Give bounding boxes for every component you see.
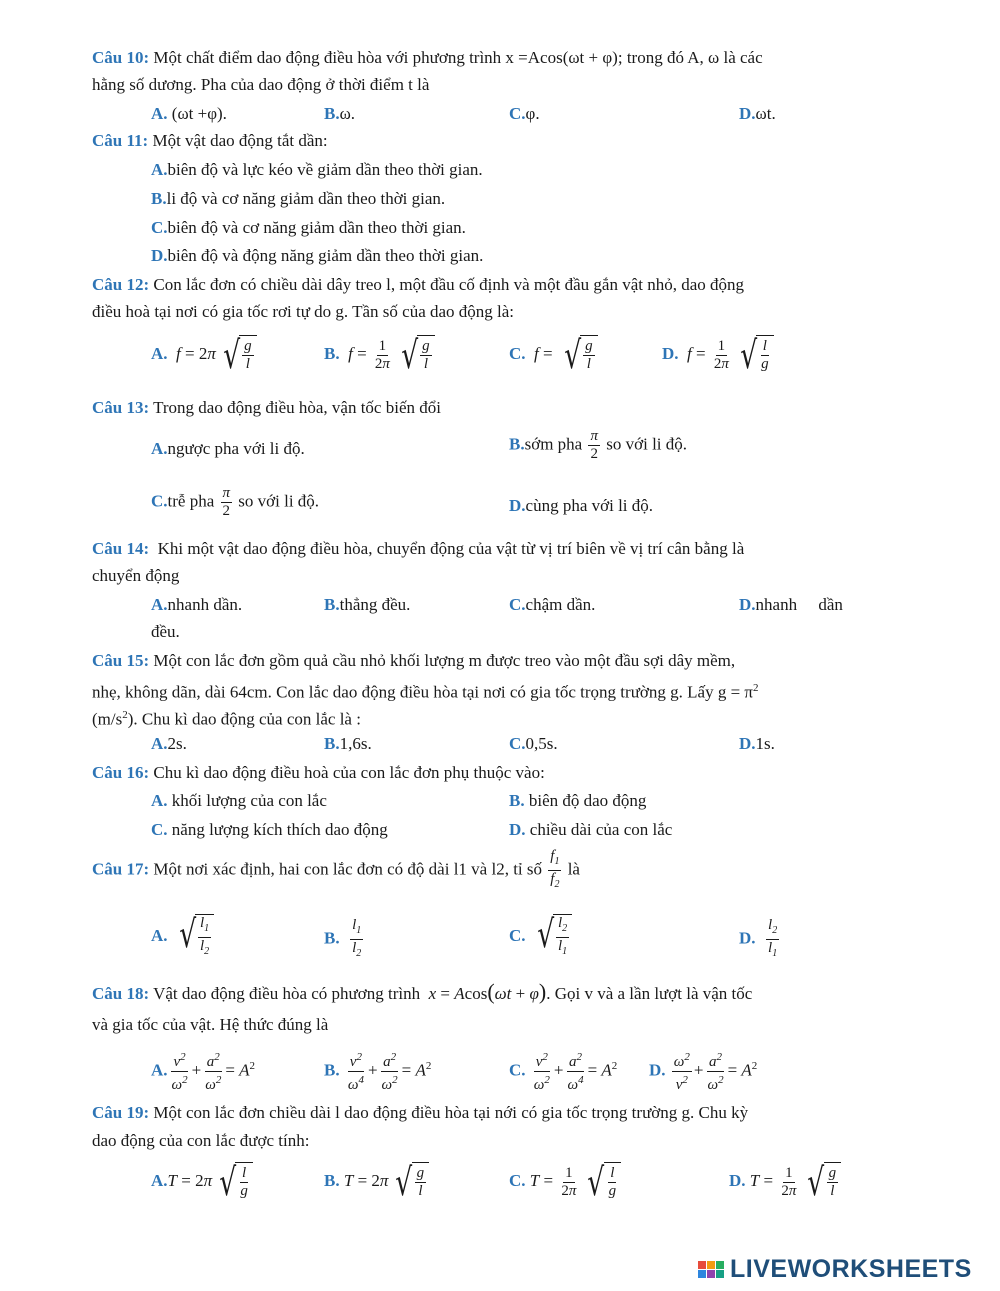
q10-label: Câu 10: [92, 48, 150, 67]
sqrt-formula: √ $\frac{l}{g}$ [733, 335, 774, 375]
q12-option-d[interactable]: D. f = $\frac{1}{2\pi}$ √ $\frac{l}{g}$ [662, 335, 774, 375]
q15-option-c[interactable] [509, 734, 558, 754]
option-text: 1s. [755, 734, 775, 753]
q15-option-d[interactable] [739, 734, 775, 754]
pi-symbol: π [222, 485, 231, 501]
q11-line1 [92, 131, 328, 151]
option-label: A. [151, 734, 168, 753]
q19-label: Câu 19: [92, 1103, 150, 1122]
logo-square [698, 1261, 706, 1269]
option-text: thẳng đều. [339, 595, 411, 614]
option-text: chậm dần. [525, 595, 596, 614]
logo-square [698, 1270, 706, 1278]
q14-text: Khi một vật dao động điều hòa, chuyển động của vật từ vị trí biên về vị trí cân bằng là [149, 539, 745, 558]
option-text: cùng pha với li độ. [525, 496, 654, 515]
option-label: B. [324, 1170, 340, 1190]
q11-label: Câu 11: [92, 131, 149, 150]
option-label: C. [509, 734, 526, 753]
option-text: so với li độ. [238, 491, 320, 511]
option-text: đều. [151, 622, 180, 641]
option-text: biên độ và cơ năng giảm dần theo thời gian. [167, 218, 466, 237]
q11-option-b[interactable] [151, 189, 445, 209]
logo-icon [698, 1261, 724, 1278]
q10-text: Một chất điểm dao động điều hòa với phương trình x =Acos(ωt + φ); trong đó A, ω là các [149, 48, 763, 67]
q18-option-a[interactable]: A. $\frac{v^2}{\omega^2}$ + $\frac{a^2}{\omega^2}$ = $A^2$ [151, 1051, 256, 1093]
q19-line2 [92, 1131, 309, 1151]
option-text: φ. [525, 104, 540, 123]
option-label: A. [151, 925, 168, 945]
option-label: B. [324, 104, 340, 123]
option-label: C. [509, 104, 526, 123]
option-label: A. [151, 104, 168, 123]
q12-text2: điều hoà tại nơi có gia tốc rơi tự do g. Tần số của dao động là: [92, 302, 515, 321]
option-text: biên độ và lực kéo về giảm dần theo thời gian. [167, 160, 483, 179]
q19-text: Một con lắc đơn chiều dài l dao động điều hòa tại nới có gia tốc trọng trường g. Chu kỳ [149, 1103, 749, 1122]
q12-option-b[interactable]: B. f = $\frac{1}{2\pi}$ √ $\frac{g}{l}$ [324, 335, 435, 375]
option-label: B. [324, 343, 340, 363]
q18-label: Câu 18: [92, 984, 150, 1003]
q14-text2: chuyển động [92, 566, 180, 585]
q16-label: Câu 16: [92, 763, 150, 782]
q11-text: Một vật dao động tắt dần: [148, 131, 328, 150]
option-text: ngược pha với li độ. [167, 439, 305, 458]
liveworksheets-logo[interactable] [698, 1255, 972, 1284]
q18-option-c[interactable]: C. $\frac{v^2}{\omega^2}$ + $\frac{a^2}{\omega^4}$ = $A^2$ [509, 1051, 618, 1093]
option-label: C. [509, 343, 526, 363]
sqrt-formula: √ $\frac{l}{g}$ [580, 1162, 621, 1202]
option-label: B. [324, 1060, 340, 1080]
q18-option-d[interactable]: D. $\frac{\omega^2}{v^2}$ + $\frac{a^2}{\omega^2}$ = $A^2$ [649, 1051, 758, 1093]
option-text: (ωt +φ). [167, 104, 227, 123]
q17-option-a[interactable] [151, 914, 214, 960]
q16-option-d[interactable] [509, 820, 672, 840]
q19-option-a[interactable]: A.T = 2π √ $\frac{l}{g}$ [151, 1162, 253, 1202]
sqrt-formula: √ $\frac{g}{l}$ [388, 1162, 429, 1202]
q13-option-b[interactable] [509, 428, 687, 463]
option-label: C. [509, 1060, 526, 1080]
q15-line2: nhẹ, không dãn, dài 64cm. Con lắc dao động điều hòa tại nơi có gia tốc trọng trường g. Lấy $g = \pi^2$ [92, 682, 759, 702]
q19-text2: dao động của con lắc được tính: [92, 1131, 310, 1150]
two: 2 [590, 446, 598, 462]
option-text: biên độ và động năng giảm dần theo thời gian. [167, 246, 484, 265]
logo-square [707, 1261, 715, 1269]
q15-option-b[interactable] [324, 734, 372, 754]
option-label: D. [509, 496, 526, 515]
sqrt-formula: √ $\frac{l_2}{l_1}$ [530, 914, 572, 960]
q14-option-a[interactable] [151, 595, 242, 615]
q17-option-c[interactable] [509, 914, 572, 960]
q12-text: Con lắc đơn có chiều dài dây treo l, một đầu cố định và một đầu gắn vật nhỏ, dao động [149, 275, 745, 294]
option-label: D. [739, 928, 756, 948]
q19-option-d[interactable]: D. T = $\frac{1}{2\pi}$ √ $\frac{g}{l}$ [729, 1162, 841, 1202]
q17-label: Câu 17: [92, 859, 150, 879]
q15-text: Một con lắc đơn gồm quả cầu nhỏ khối lượng m được treo vào một đầu sợi dây mềm, [149, 651, 736, 670]
option-text: khối lượng của con lắc [167, 791, 327, 810]
option-text: so với li độ. [606, 434, 688, 454]
q19-option-b[interactable]: B. T = 2π √ $\frac{g}{l}$ [324, 1162, 429, 1202]
q19-option-c[interactable]: C. T = $\frac{1}{2\pi}$ √ $\frac{l}{g}$ [509, 1162, 621, 1202]
option-label: A. [151, 595, 168, 614]
option-label: C. [151, 820, 168, 839]
option-label: B. [509, 434, 525, 454]
q15-option-a[interactable] [151, 734, 187, 754]
option-text: 2s. [167, 734, 187, 753]
q16-option-b[interactable] [509, 791, 646, 811]
option-text: ω. [339, 104, 356, 123]
option-label: C. [509, 925, 526, 945]
q14-option-c[interactable] [509, 595, 595, 615]
q11-option-d[interactable] [151, 246, 483, 266]
q17-option-d[interactable]: D. $\frac{l_2}{l_1}$ [739, 917, 778, 959]
logo-square [716, 1261, 724, 1269]
option-label: A. [151, 439, 168, 458]
option-label: C. [509, 1170, 526, 1190]
q18-text: Vật dao động điều hòa có phương trình [149, 984, 421, 1003]
option-label: D. [151, 246, 168, 265]
q14-line2 [92, 566, 179, 586]
q12-line1 [92, 275, 744, 295]
q13-text: Trong dao động điều hòa, vận tốc biến đổi [149, 398, 441, 417]
q18-line2 [92, 1015, 328, 1035]
option-label: A. [151, 1060, 168, 1080]
q14-label: Câu 14: [92, 539, 150, 558]
option-text: sớm pha [524, 434, 583, 454]
two: 2 [222, 503, 231, 519]
option-text: nhanh dần [755, 595, 843, 614]
option-text: li độ và cơ năng giảm dần theo thời gian. [166, 189, 446, 208]
option-label: A. [151, 343, 168, 363]
q11-option-a[interactable] [151, 160, 483, 180]
q13-option-c[interactable] [151, 485, 319, 520]
option-text: năng lượng kích thích dao động [167, 820, 388, 839]
q15-line1 [92, 651, 735, 671]
option-label: D. [739, 734, 756, 753]
q16-option-c[interactable] [151, 820, 388, 840]
q13-option-d[interactable] [509, 496, 653, 516]
option-label: A. [151, 1170, 168, 1190]
option-label: A. [151, 791, 168, 810]
q14-option-d[interactable] [739, 595, 843, 615]
q15-text3b: ). Chu kì dao động của con lắc là : [127, 709, 361, 729]
q17-line1: Câu 17: Một nơi xác định, hai con lắc đơn có độ dài l1 và l2, tỉ số $\frac{f_1}{f_2}$ là [92, 848, 580, 890]
sqrt-formula: √ $\frac{l}{g}$ [212, 1162, 253, 1202]
option-label: C. [151, 491, 168, 511]
option-text: chiều dài của con lắc [525, 820, 673, 839]
q17-option-b[interactable]: B. $\frac{l_1}{l_2}$ [324, 917, 362, 959]
q10-option-b[interactable] [324, 104, 355, 124]
q10-option-c[interactable] [509, 104, 540, 124]
logo-square [716, 1270, 724, 1278]
q18-text2: và gia tốc của vật. Hệ thức đúng là [92, 1015, 329, 1034]
option-text: 1,6s. [339, 734, 372, 753]
option-text: biên độ dao động [524, 791, 647, 810]
option-label: D. [739, 104, 756, 123]
sqrt-formula: √ $\frac{l_1}{l_2}$ [172, 914, 214, 960]
option-label: B. [324, 595, 340, 614]
q12-option-c[interactable]: C. f = √ $\frac{g}{l}$ [509, 335, 598, 375]
option-label: D. [509, 820, 526, 839]
q10-line2 [92, 75, 429, 95]
option-label: C. [151, 218, 168, 237]
sqrt-formula: √ $\frac{g}{l}$ [800, 1162, 841, 1202]
q17-text: Một nơi xác định, hai con lắc đơn có độ dài l1 và l2, tỉ số [149, 859, 543, 879]
q13-option-a[interactable] [151, 439, 305, 459]
q17-tail: là [567, 859, 580, 879]
pi-symbol: π [590, 428, 598, 444]
q15-line3: $(m/s^2)$. Chu kì dao động của con lắc là : [92, 709, 361, 729]
q10-option-a[interactable] [151, 104, 227, 124]
q14-option-b[interactable] [324, 595, 410, 615]
q15-label: Câu 15: [92, 651, 150, 670]
q14-option-d-wrap [151, 622, 180, 642]
q10-line1 [92, 48, 763, 68]
q15-text3a: (m/s [92, 709, 123, 729]
q14-line1 [92, 539, 744, 559]
q13-label: Câu 13: [92, 398, 150, 417]
option-label: B. [151, 189, 167, 208]
option-label: D. [729, 1170, 746, 1190]
option-label: D. [662, 343, 679, 363]
q19-line1 [92, 1103, 748, 1123]
q10-option-d[interactable] [739, 104, 776, 124]
sqrt-formula: √ $\frac{g}{l}$ [557, 335, 598, 375]
option-text: nhanh dần. [167, 595, 243, 614]
q18-option-b[interactable]: B. $\frac{v^2}{\omega^4}$ + $\frac{a^2}{\omega^2}$ = $A^2$ [324, 1051, 432, 1093]
q18-text1b: . Gọi v và a lần lượt là vận tốc [546, 984, 753, 1003]
option-label: D. [649, 1060, 666, 1080]
q15-text2: nhẹ, không dãn, dài 64cm. Con lắc dao động điều hòa tại nơi có gia tốc trọng trường g. Lấy g = π [92, 682, 753, 702]
q12-line2 [92, 302, 514, 322]
option-text: trễ pha [167, 491, 215, 511]
option-label: B. [324, 734, 340, 753]
q11-option-c[interactable] [151, 218, 466, 238]
option-label: B. [324, 928, 340, 948]
logo-square [707, 1270, 715, 1278]
q18-line1: Câu 18: Vật dao động điều hòa có phương trình x = Acos(ωt + φ). Gọi v và a lần lượt là vận tốc [92, 979, 753, 1004]
sqrt-formula: √ $\frac{g}{l}$ [216, 335, 257, 375]
q13-line1 [92, 398, 441, 418]
option-label: D. [739, 595, 756, 614]
q12-label: Câu 12: [92, 275, 150, 294]
option-text: ωt. [755, 104, 776, 123]
q12-option-a[interactable]: A. f = 2π √ $\frac{g}{l}$ [151, 335, 257, 375]
option-label: A. [151, 160, 168, 179]
q16-line1 [92, 763, 545, 783]
q10-text2: hằng số dương. Pha của dao động ở thời điểm t là [92, 75, 430, 94]
option-text: 0,5s. [525, 734, 558, 753]
logo-text: LIVEWORKSHEETS [730, 1255, 972, 1283]
option-label: B. [509, 791, 525, 810]
sqrt-formula: √ $\frac{g}{l}$ [394, 335, 435, 375]
q16-text: Chu kì dao động điều hoà của con lắc đơn phụ thuộc vào: [149, 763, 545, 782]
q16-option-a[interactable] [151, 791, 327, 811]
option-label: C. [509, 595, 526, 614]
